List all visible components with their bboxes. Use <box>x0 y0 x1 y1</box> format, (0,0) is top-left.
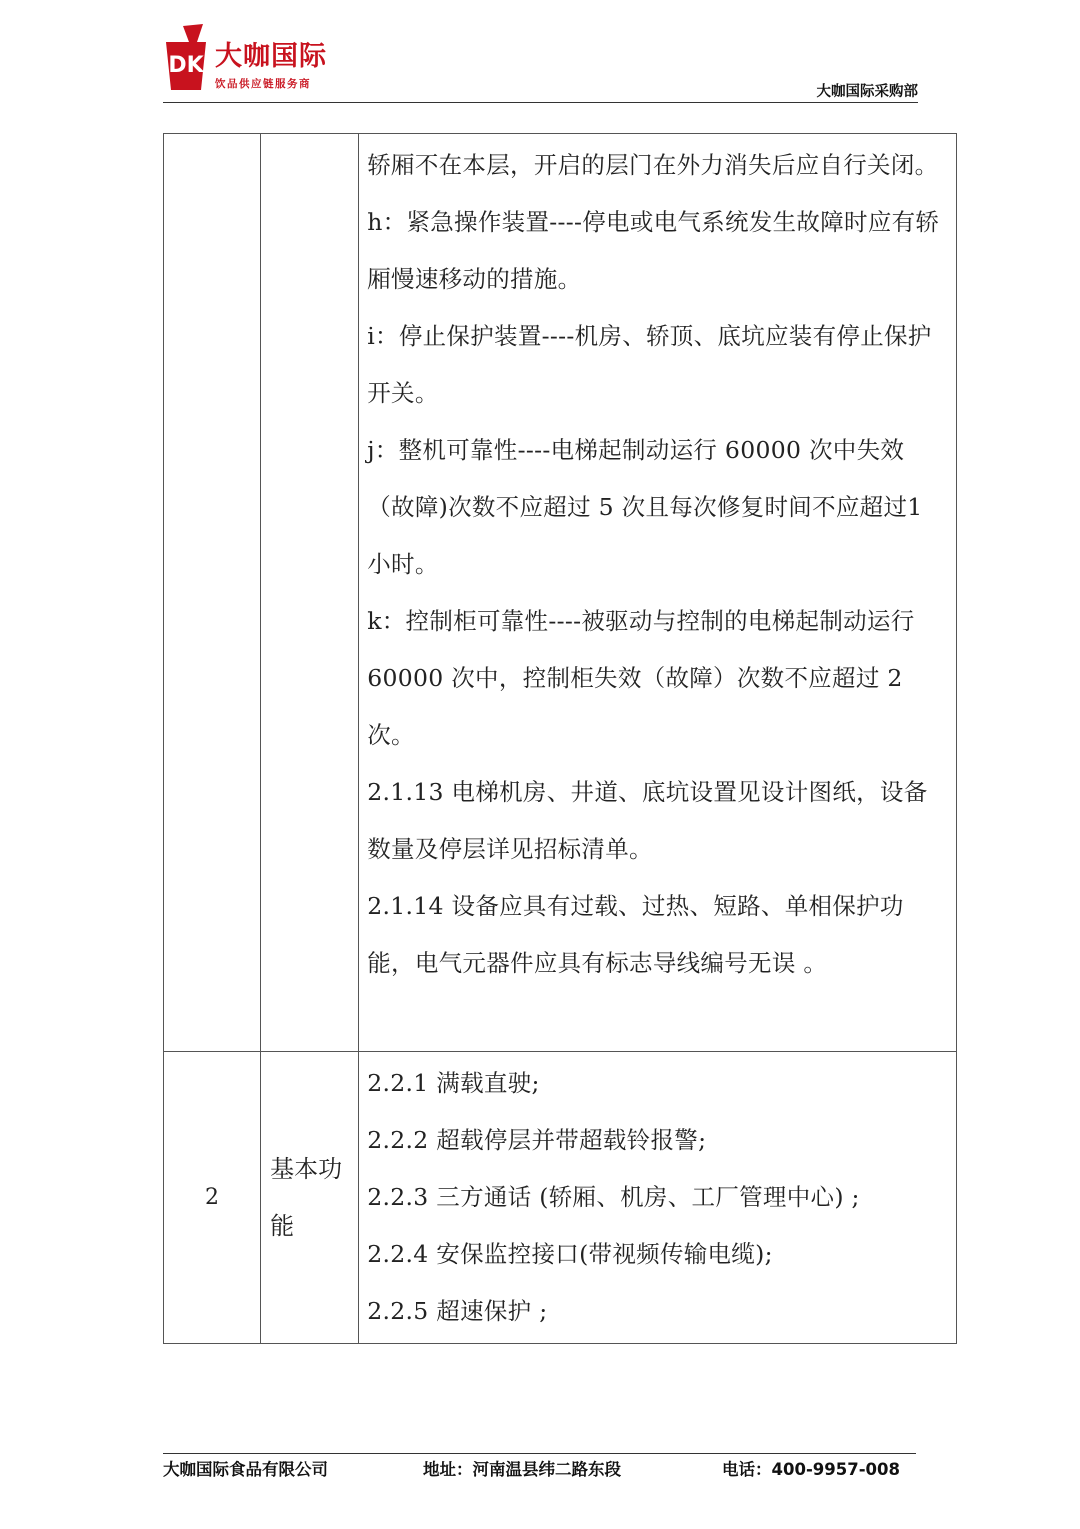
header-divider <box>163 102 918 103</box>
spec-paragraph: 2.2.1 满载直驶; <box>367 1069 540 1097</box>
row-description <box>359 1052 957 1344</box>
brand-tagline: 饮品供应链服务商 <box>215 78 311 90</box>
footer-phone: 电话：400-9957-008 <box>722 1460 901 1479</box>
footer-address: 地址：河南温县纬二路东段 <box>423 1460 621 1479</box>
table-row <box>164 134 957 1052</box>
footer-company: 大咖国际食品有限公司 <box>163 1460 328 1479</box>
spec-paragraph: h：紧急操作装置----停电或电气系统发生故障时应有轿厢慢速移动的措施。 <box>367 208 940 293</box>
logo-mark-text: DK <box>168 53 204 78</box>
spec-paragraph: j：整机可靠性----电梯起制动运行 60000 次中失效（故障)次数不应超过 5 次且每次修复时间不应超过1 小时。 <box>367 436 923 578</box>
spec-paragraph: 2.1.13 电梯机房、井道、底坑设置见设计图纸，设备数量及停层详见招标清单。 <box>367 778 928 863</box>
table-row <box>164 1052 957 1344</box>
spec-paragraph: k：控制柜可靠性----被驱动与控制的电梯起制动运行 60000 次中，控制柜失效（故障）次数不应超过 2次。 <box>367 607 915 749</box>
company-logo <box>163 20 383 96</box>
page-header <box>163 20 918 104</box>
row-number: 2 <box>164 1052 261 1344</box>
spec-paragraph: 2.2.2 超载停层并带超载铃报警; <box>367 1126 707 1154</box>
spec-paragraph: 2.2.5 超速保护 ; <box>367 1297 548 1325</box>
footer-divider <box>163 1453 916 1454</box>
row-description <box>359 134 957 1052</box>
row-category <box>261 134 359 1052</box>
spec-paragraph: 2.1.14 设备应具有过载、过热、短路、单相保护功能，电气元器件应具有标志导线编号无误 。 <box>367 892 904 977</box>
page-footer <box>163 1456 916 1480</box>
dk-cup-logo-icon <box>163 24 209 92</box>
spec-paragraph: 2.2.4 安保监控接口(带视频传输电缆); <box>367 1240 773 1268</box>
row-category: 基本功能 <box>261 1052 359 1344</box>
department-label: 大咖国际采购部 <box>816 83 918 100</box>
spec-paragraph: 轿厢不在本层，开启的层门在外力消失后应自行关闭。 <box>367 151 939 179</box>
spec-table <box>163 133 957 1344</box>
row-number <box>164 134 261 1052</box>
brand-name: 大咖国际 <box>215 41 327 72</box>
spec-paragraph: i：停止保护装置----机房、轿顶、底坑应装有停止保护开关。 <box>367 322 932 407</box>
spec-paragraph: 2.2.3 三方通话 (轿厢、机房、工厂管理中心) ; <box>367 1183 860 1211</box>
